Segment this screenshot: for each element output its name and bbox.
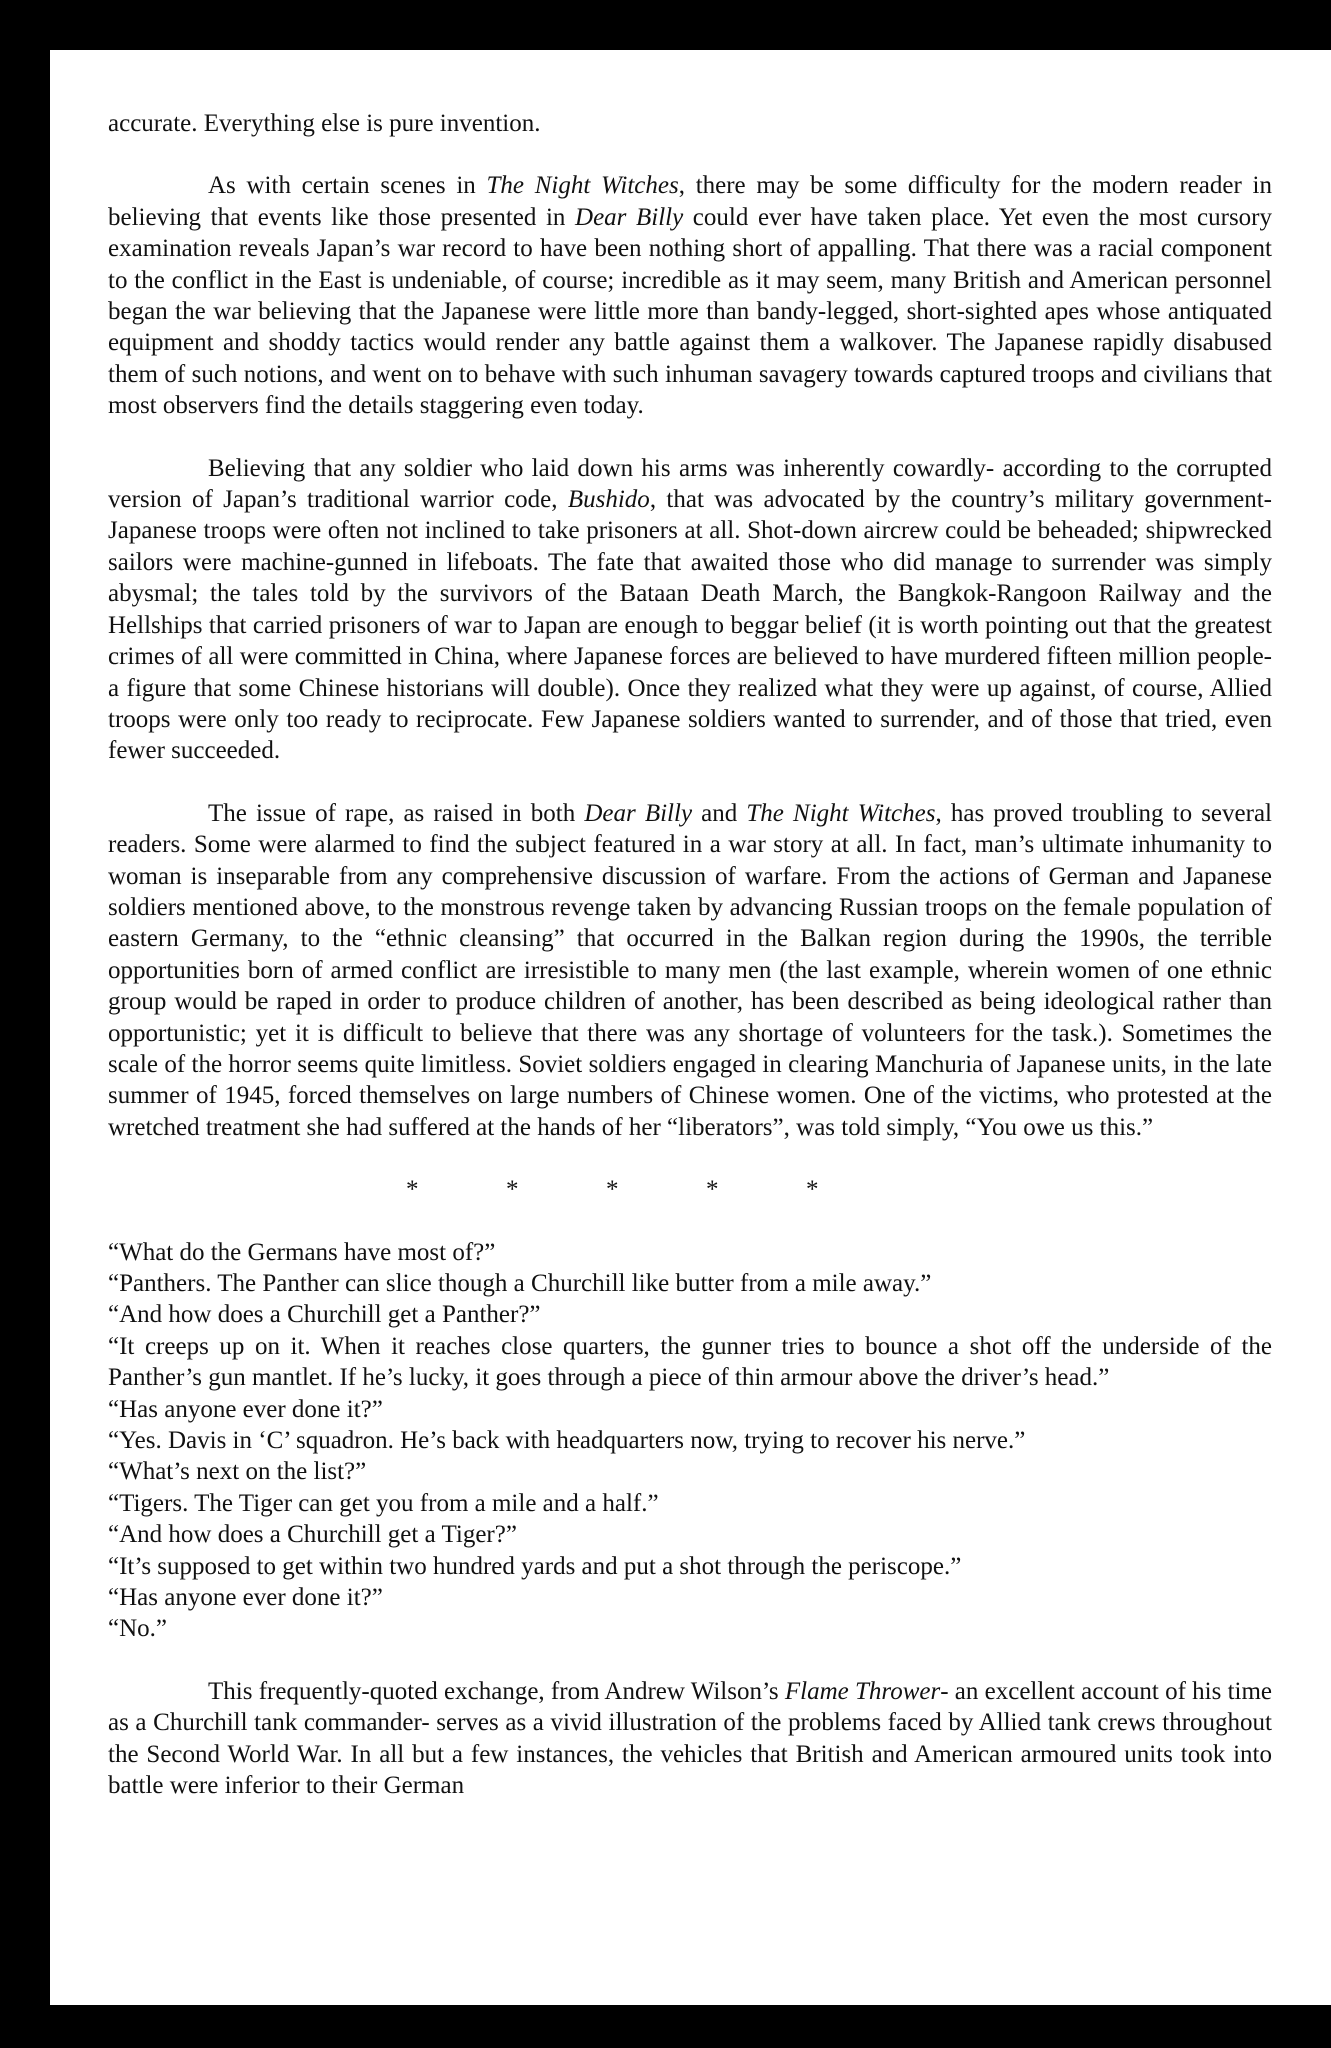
paragraph-night-witches [108, 170, 1272, 421]
text-run: Believing that any soldier who laid down his arms was inherently cowardly- according to the corrupted version of Japan’s traditional warrior code, [108, 454, 1272, 514]
text-run: and [692, 799, 747, 827]
dialogue-line: “And how does a Churchill get a Tiger?” [108, 1521, 517, 1549]
book-title: Dear Billy [575, 203, 684, 231]
dialogue-line: “Yes. Davis in ‘C’ squadron. He’s back with headquarters now, trying to recover his nerve.” [108, 1427, 1026, 1455]
dialogue-line: “Has anyone ever done it?” [108, 1395, 383, 1423]
paragraph-continuation: accurate. Everything else is pure invention. [108, 110, 541, 137]
dialogue-line: “Tigers. The Tiger can get you from a mile and a half.” [108, 1489, 659, 1517]
text-run: , has proved troubling to several readers. Some were alarmed to find the subject featured in a war story at all. In fact, man’s ultimate inhumanity to woman is inseparable from any comprehensive discussion of warfare. From the actions of German and Japanese soldiers mentioned above, to the monstrous revenge taken by advancing Russian troops on the female population of eastern Germany, to the “ethnic cleansing” that occurred in the Balkan region during the 1990s, the terrible opportunities born of armed conflict are irresistible to many men (the last example, wherein women of one ethnic group would be raped in order to produce children of another, has been described as being ideological rather than opportunistic; yet it is difficult to believe that there was any shortage of volunteers for the task.). Sometimes the scale of the horror seems quite limitless. Soviet soldiers engaged in clearing Manchuria of Japanese units, in the late summer of 1945, forced themselves on large numbers of Chinese women. One of the victims, who protested at the wretched treatment she had suffered at the hands of her “liberators”, was told simply, “You owe us this.” [108, 799, 1272, 1141]
dialogue-line: “It’s supposed to get within two hundred yards and put a shot through the periscope.” [108, 1552, 962, 1580]
asterisk: * [706, 1176, 719, 1204]
text-run: , there may be some difficulty for the modern reader in believing that events like those presented in [108, 172, 1272, 231]
asterisk: * [506, 1176, 519, 1204]
book-title: Dear Billy [584, 799, 693, 827]
paragraph-bushido [108, 453, 1272, 767]
paragraph-issue-of-rape [108, 798, 1272, 1143]
dialogue-line: “It creeps up on it. When it reaches close quarters, the gunner tries to bounce a shot off the underside of the Panther’s gun mantlet. If he’s lucky, it goes through a piece of thin armour above the driver’s head.” [108, 1332, 1272, 1392]
text-run: As with certain scenes in [208, 172, 487, 200]
book-title: The Night Witches [746, 799, 936, 827]
dialogue-block [108, 1237, 1272, 1645]
text-run: The issue of rape, as raised in both [208, 799, 585, 827]
text-run: , that was advocated by the country’s military government- Japanese troops were often not inclined to take prisoners at all. Shot-down aircrew could be beheaded; shipwrecked sailors were machine-gunned in lifeboats. The fate that awaited those who did manage to surrender was simply abysmal; the tales told by the survivors of the Bataan Death March, the Bangkok-Rangoon Railway and the Hellships that carried prisoners of war to Japan are enough to beggar belief (it is worth pointing out that the greatest crimes of all were committed in China, where Japanese forces are believed to have murdered fifteen million people- a figure that some Chinese historians will double). Once they realized what they were up against, of course, Allied troops were only too ready to reciprocate. Few Japanese soldiers wanted to surrender, and of those that tried, even fewer succeeded. [108, 486, 1272, 765]
text-run: This frequently-quoted exchange, from Andrew Wilson’s [208, 1677, 785, 1705]
dialogue-line: “No.” [108, 1615, 167, 1643]
book-title: The Night Witches [486, 172, 679, 200]
dialogue-line: “Has anyone ever done it?” [108, 1584, 383, 1612]
dialogue-line: “Panthers. The Panther can slice though a Churchill like butter from a mile away.” [108, 1270, 932, 1297]
text-run: - an excellent account of his time as a Churchill tank commander- serves as a vivid illustration of the problems faced by Allied tank crews throughout the Second World War. In all but a few instances, the vehicles that British and American armoured units took into battle were inferior to their German [108, 1677, 1273, 1800]
body-text [108, 108, 1272, 1802]
dialogue-line: “What do the Germans have most of?” [108, 1238, 496, 1266]
dialogue-line: “And how does a Churchill get a Panther?” [108, 1301, 541, 1329]
asterisk: * [806, 1176, 819, 1204]
asterisk: * [606, 1176, 619, 1204]
document-page [50, 50, 1331, 2005]
asterisk: * [406, 1176, 419, 1204]
paragraph-flame-thrower [108, 1676, 1272, 1802]
section-separator [108, 1174, 1272, 1205]
book-title: Flame Thrower [784, 1677, 941, 1705]
dialogue-line: “What’s next on the list?” [108, 1458, 367, 1486]
term-bushido: Bushido [567, 486, 650, 514]
text-run: could ever have taken place. Yet even the most cursory examination reveals Japan’s war record to have been nothing short of appalling. That there was a racial component to the conflict in the East is undeniable, of course; incredible as it may seem, many British and American personnel began the war believing that the Japanese were little more than bandy-legged, short-sighted apes whose antiquated equipment and shoddy tactics would render any battle against them a walkover. The Japanese rapidly disabused them of such notions, and went on to behave with such inhuman savagery towards captured troops and civilians that most observers find the details staggering even today. [108, 203, 1273, 420]
